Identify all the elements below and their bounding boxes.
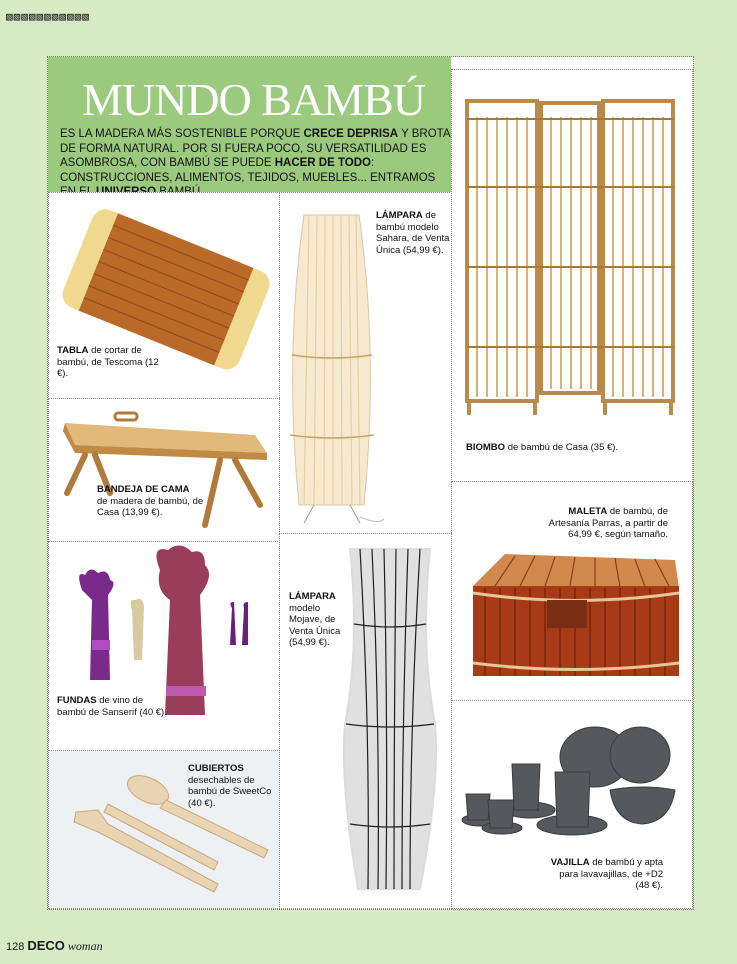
caption-biombo: BIOMBO de bambú de Casa (35 €). [466, 442, 619, 453]
section-tag: ▧▧▧▧▧▧▧▧▧▧▧ [6, 10, 90, 23]
caption-maleta: MALETA de bambú, de Artesanía Parras, a partir de 64,99 €, según tamaño. [548, 506, 668, 540]
caption-fundas: FUNDAS de vino de bambú de Sanserif (40 €). [57, 695, 167, 718]
lamp-sahara-image [284, 205, 384, 525]
lamp-mojave-image [340, 544, 440, 899]
caption-lampara-mojave: LÁMPARA modelo Mojave, de Venta Única (54,99 €). [289, 591, 341, 648]
brand-woman: woman [67, 939, 103, 953]
page-number: 128 [6, 941, 25, 953]
footer [6, 938, 103, 954]
tableware-image [460, 722, 682, 842]
brand-deco: DECO [27, 938, 65, 953]
caption-vajilla: VAJILLA de bambú y apta para lavavajillas, de +D2 (48 €). [550, 857, 663, 891]
intro-text: ES LA MADERA MÁS SOSTENIBLE PORQUE CRECE DEPRISA Y BROTA DE FORMA NATURAL. POR SI FUERA POCO, SU VERSATILIDAD ES ASOMBROSA, CON BAMBÚ SE PUEDE HACER DE TODO: CONSTRUCCIONES, ALIMENTOS, TEJIDOS, MUEBLES... ENTRAMOS [60, 128, 450, 184]
caption-bandeja: BANDEJA DE CAMA de madera de bambú, de Casa (13,99 €). [97, 484, 204, 518]
suitcase-image [465, 548, 683, 683]
caption-tabla: TABLA de cortar de bambú, de Tescoma (12 €). [57, 345, 159, 379]
page-title: MUNDO BAMBÚ [82, 74, 425, 125]
caption-lampara-sahara: LÁMPARA de bambú modelo Sahara, de Venta Única (54,99 €). [376, 210, 450, 256]
folding-screen-image [463, 97, 678, 427]
caption-cubiertos: CUBIERTOS desechables de bambú de SweetCo (40 €). [188, 763, 272, 809]
header-block [48, 57, 451, 192]
